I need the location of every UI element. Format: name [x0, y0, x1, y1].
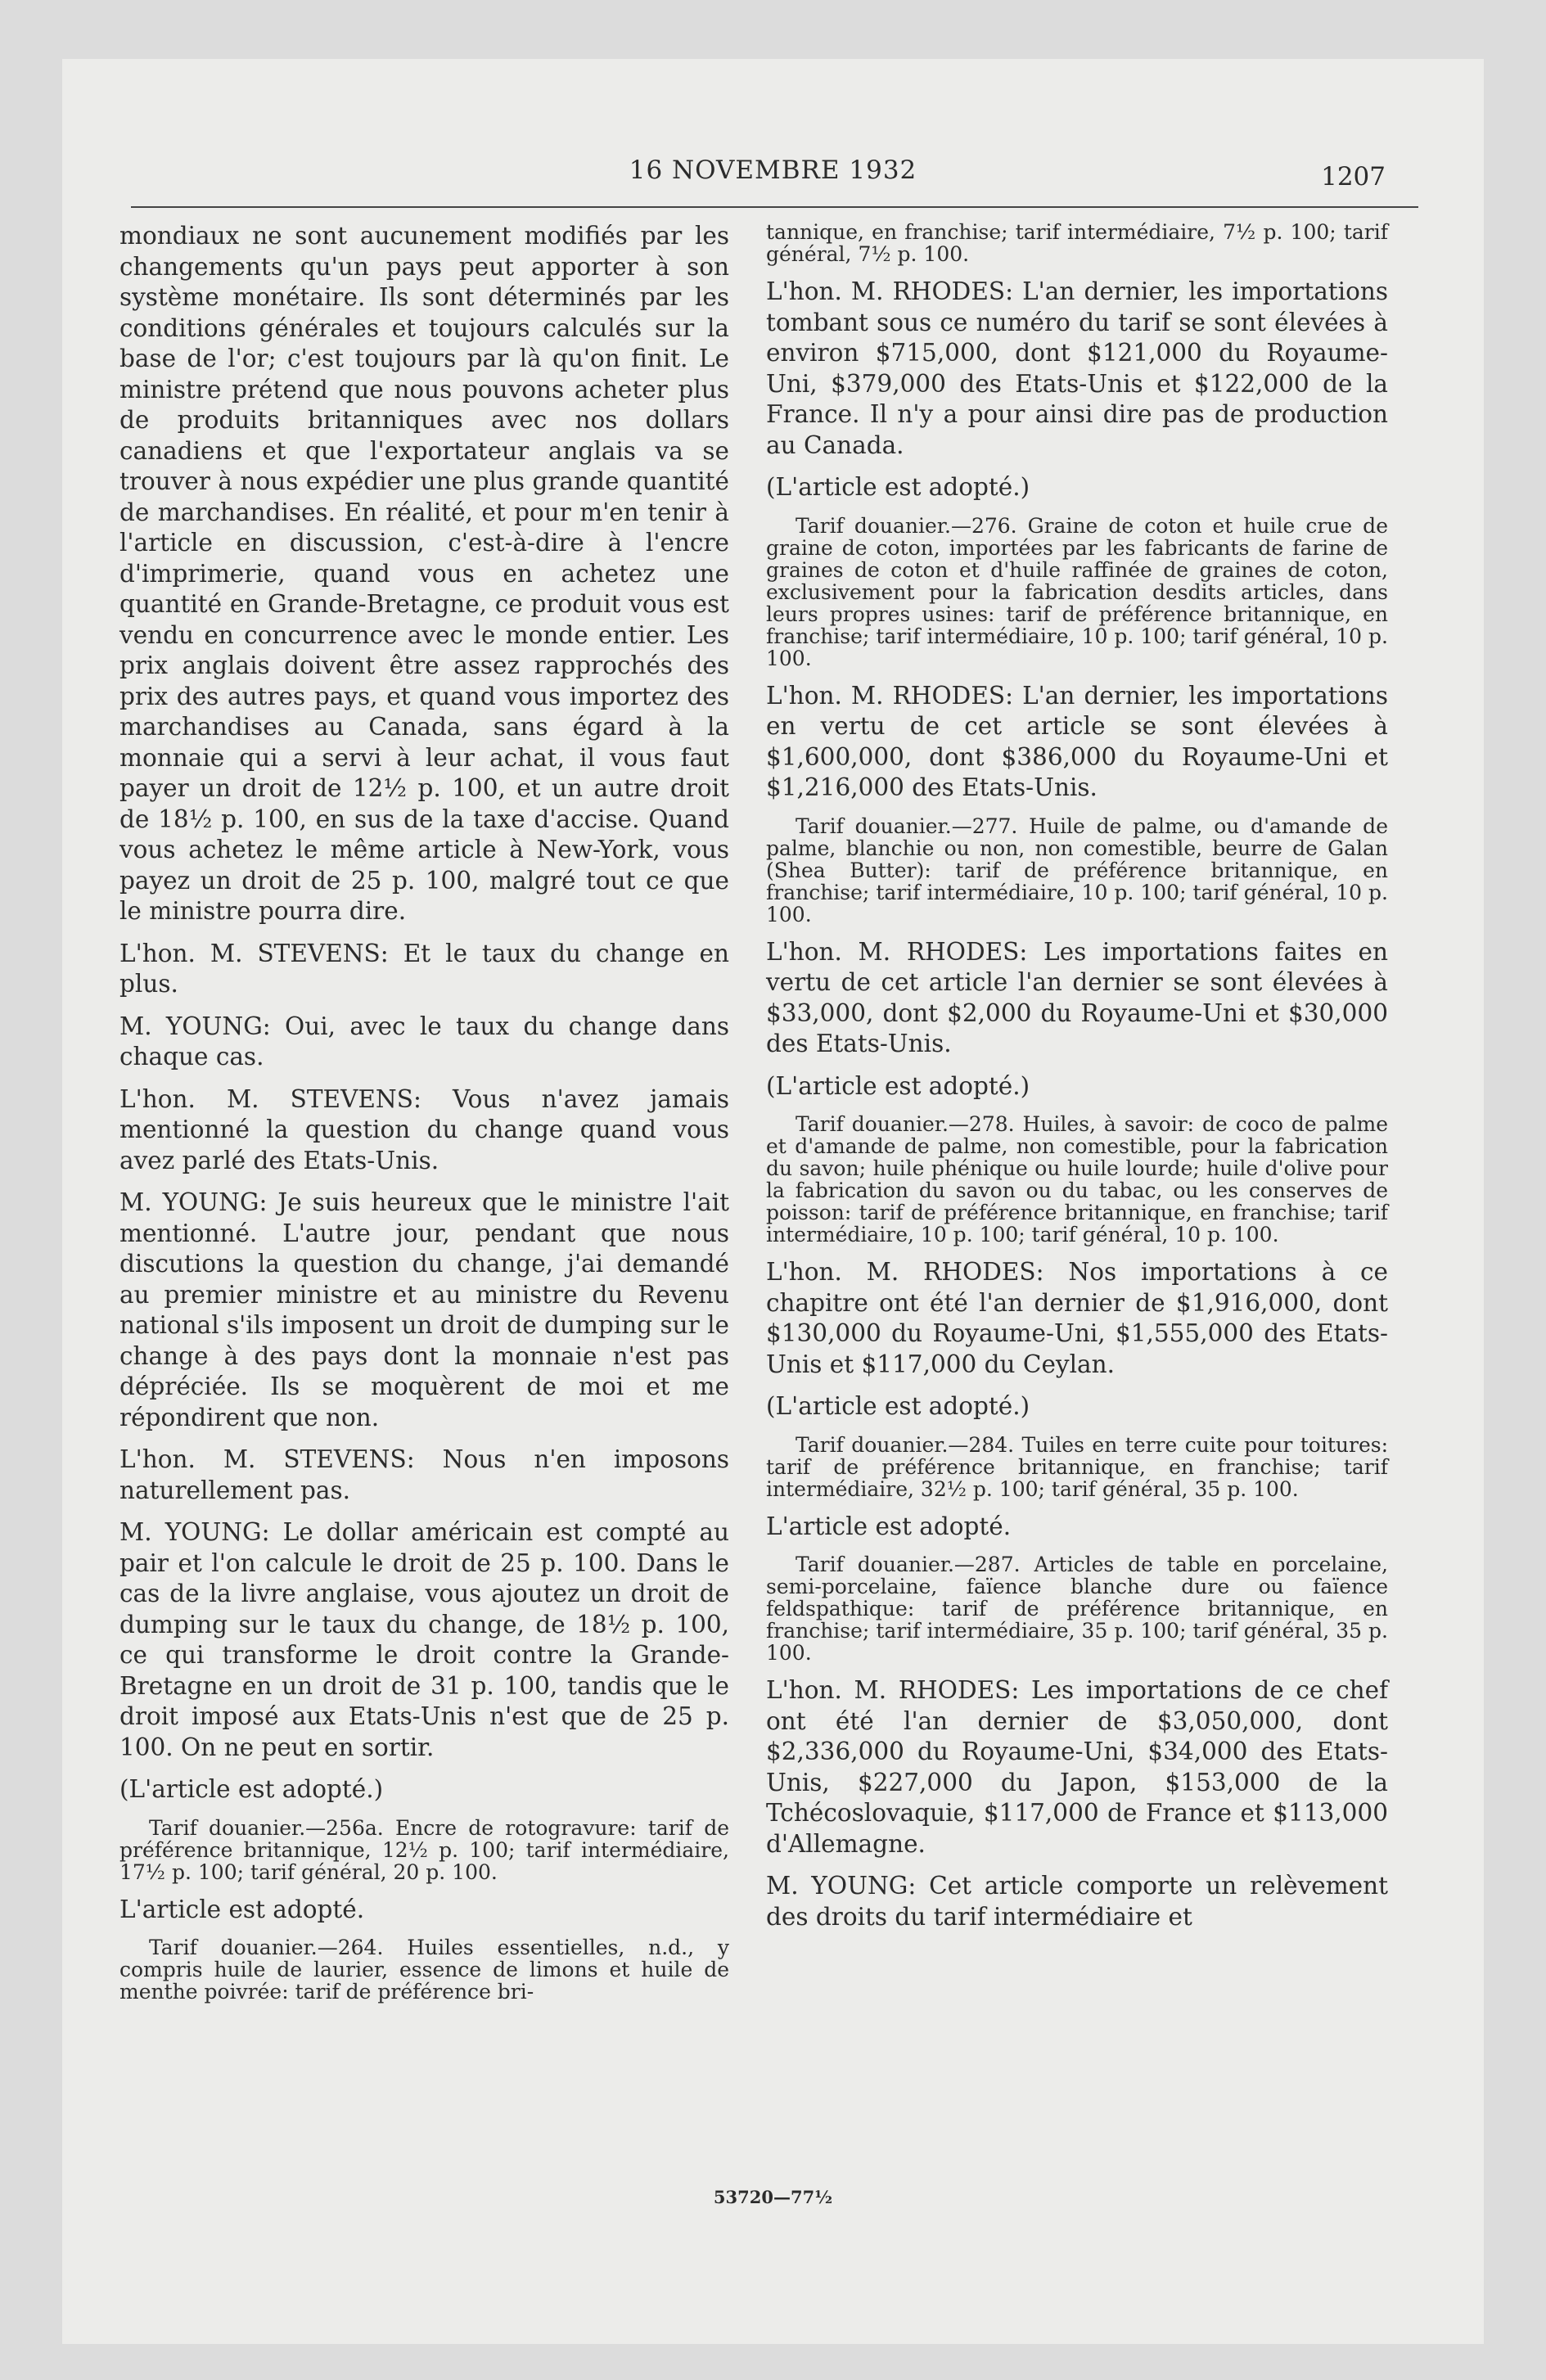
tariff-item: Tarif douanier.—256a. Encre de rotogravure: tarif de préférence britannique, 12½ p. 100; tarif intermédiaire, 17½ p. 100; tarif général, 20 p. 100.: [119, 1815, 729, 1884]
tariff-item: Tarif douanier.—278. Huiles, à savoir: de coco de palme et d'amande de palme, non comestible, pour la fabrication du savon; huile phénique ou huile lourde; huile d'olive pour la fabrication du savon ou du tabac, ou les conserves de poisson: tarif de préférence britannique, en franchise; tarif intermédiaire, 10 p. 100; tarif général, 10 p. 100.: [766, 1112, 1388, 1246]
paragraph: L'hon. M. STEVENS: Et le taux du change en plus.: [119, 939, 729, 998]
paragraph: (L'article est adopté.): [766, 1071, 1030, 1100]
paragraph: L'hon. M. RHODES: Les importations faites en vertu de cet article l'an dernier se sont élevées à $33,000, dont $2,000 du Royaume-Uni et $30,000 des Etats-Unis.: [766, 937, 1388, 1057]
header-divider: [131, 206, 1418, 208]
tariff-item: Tarif douanier.—264. Huiles essentielles, n.d., y compris huile de laurier, essence de limons et huile de menthe poivrée: tarif de préférence bri-: [119, 1936, 729, 2004]
tariff-item: tannique, en franchise; tarif intermédiaire, 7½ p. 100; tarif général, 7½ p. 100.: [766, 220, 1388, 266]
paragraph: L'hon. M. STEVENS: Vous n'avez jamais mentionné la question du change quand vous avez parlé des Etats-Unis.: [119, 1084, 729, 1174]
paragraph: L'hon. M. RHODES: L'an dernier, les importations tombant sous ce numéro du tarif se sont élevées à environ $715,000, dont $121,000 du Royaume-Uni, $379,000 des Etats-Unis et $122,000 de la France. Il n'y a pour ainsi dire pas de production au Canada.: [766, 277, 1388, 459]
paragraph: (L'article est adopté.): [766, 1392, 1030, 1420]
tariff-item: Tarif douanier.—276. Graine de coton et huile crue de graine de coton, importées par les fabricants de farine de graines de coton et d'huile raffinée de graines de coton, exclusivement pour la fabrication desdits articles, dans leurs propres usines: tarif de préférence britannique, en franchise; tarif intermédiaire, 10 p. 100; tarif général, 10 p. 100.: [766, 513, 1388, 670]
paragraph: L'article est adopté.: [119, 1895, 365, 1923]
paragraph: L'article est adopté.: [766, 1512, 1012, 1540]
tariff-item: Tarif douanier.—287. Articles de table en porcelaine, semi-porcelaine, faïence blanche dure ou faïence feldspathique: tarif de préférence britannique, en franchise; tarif intermédiaire, 35 p. 100; tarif général, 35 p. 100.: [766, 1553, 1388, 1665]
paragraph: mondiaux ne sont aucunement modifiés par les changements qu'un pays peut apporter à son système monétaire. Ils sont déterminés par les conditions générales et toujours calculés sur la base de l'or; c'est toujours par là qu'on finit. Le ministre prétend que nous pouvons acheter plus de produits britanniques avec nos dollars canadiens et que l'exportateur anglais va se trouver à nous expédier une plus grande quantité de marchandises. En réalité, et pour m'en tenir à l'article en discussion, c'est-à-dire à l'encre d'imprimerie, quand vous en achetez une quantité en Grande-Bretagne, ce produit vous est vendu en concurrence avec le monde entier. Les prix anglais doivent être assez rapprochés des prix des autres pays, et quand vous importez des marchandises au Canada, sans égard à la monnaie qui a servi à leur achat, il vous faut payer un droit de 12½ p. 100, et un autre droit de 18½ p. 100, en sus de la taxe d'accise. Quand vous achetez le même article à New-York, vous payez un droit de 25 p. 100, malgré tout ce que le ministre pourra dire.: [119, 222, 729, 925]
paragraph: L'hon. M. RHODES: L'an dernier, les importations en vertu de cet article se sont élevées à $1,600,000, dont $386,000 du Royaume-Uni et $1,216,000 des Etats-Unis.: [766, 681, 1388, 801]
paragraph: M. YOUNG: Je suis heureux que le ministre l'ait mentionné. L'autre jour, pendant que nous discutions la question du change, j'ai demandé au premier ministre et au ministre du Revenu national s'ils imposent un droit de dumping sur le change à des pays dont la monnaie n'est pas dépréciée. Ils se moquèrent de moi et me répondirent que non.: [119, 1188, 730, 1431]
paragraph: M. YOUNG: Le dollar américain est compté au pair et l'on calcule le droit de 25 p. 100. Dans le cas de la livre anglaise, vous ajoutez un droit de dumping sur le taux du change, de 18½ p. 100, ce qui transforme le droit contre la Grande-Bretagne en un droit de 31 p. 100, tandis que le droit imposé aux Etats-Unis n'est que de 25 p. 100. On ne peut en sortir.: [119, 1518, 729, 1761]
paragraph: (L'article est adopté.): [119, 1775, 384, 1803]
paragraph: L'hon. M. RHODES: Nos importations à ce chapitre ont été l'an dernier de $1,916,000, dont $130,000 du Royaume-Uni, $1,555,000 des Etats-Unis et $117,000 du Ceylan.: [766, 1258, 1388, 1378]
paragraph: M. YOUNG: Oui, avec le taux du change dans chaque cas.: [119, 1012, 729, 1071]
document-page: [62, 59, 1484, 2344]
tariff-item: Tarif douanier.—277. Huile de palme, ou d'amande de palme, blanchie ou non, non comestible, beurre de Galan (Shea Butter): tarif de préférence britannique, en franchise; tarif intermédiaire, 10 p. 100; tarif général, 10 p. 100.: [766, 814, 1388, 926]
paragraph: (L'article est adopté.): [766, 473, 1030, 501]
right-column: [766, 221, 1388, 1944]
paragraph: L'hon. M. STEVENS: Nous n'en imposons naturellement pas.: [119, 1445, 729, 1504]
page-footer-code: 53720—77½: [713, 2187, 833, 2207]
left-column: [119, 221, 729, 2014]
tariff-item: Tarif douanier.—284. Tuiles en terre cuite pour toitures: tarif de préférence britannique, en franchise; tarif intermédiaire, 32½ p. 100; tarif général, 35 p. 100.: [766, 1432, 1388, 1501]
paragraph: L'hon. M. RHODES: Les importations de ce chef ont été l'an dernier de $3,050,000, dont $2,336,000 du Royaume-Uni, $34,000 des Etats-Unis, $227,000 du Japon, $153,000 de la Tchécoslovaquie, $117,000 de France et $113,000 d'Allemagne.: [766, 1676, 1388, 1858]
page-number: 1207: [1321, 162, 1386, 192]
page-date: 16 NOVEMBRE 1932: [629, 156, 917, 185]
paragraph: M. YOUNG: Cet article comporte un relèvement des droits du tarif intermédiaire et: [766, 1872, 1388, 1931]
